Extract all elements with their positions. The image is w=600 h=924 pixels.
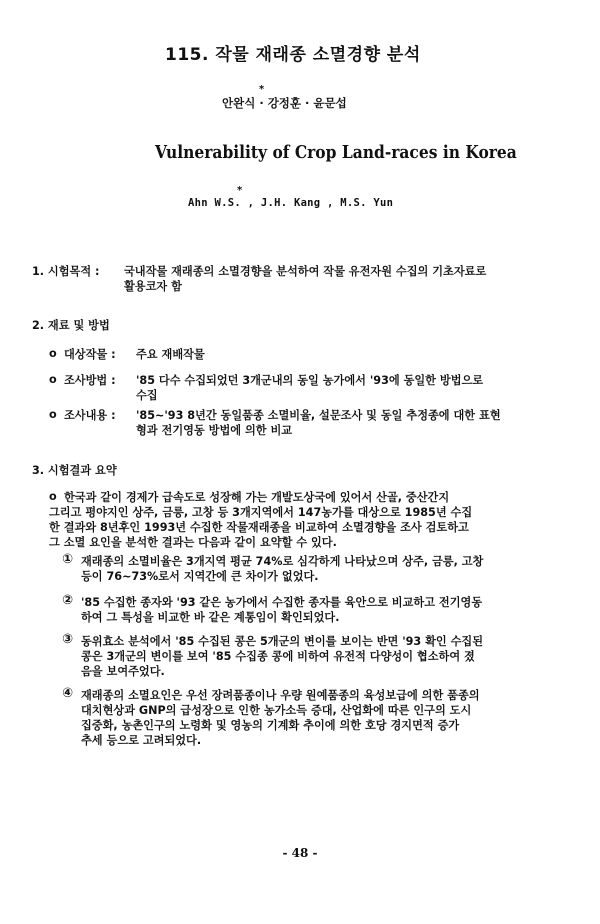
text-line: 음을 보여주었다. [81,665,165,678]
item-label: 조사내용 : [64,409,116,422]
text-line: 동위효소 분석에서 '85 수집된 콩은 5개군의 변이를 보이는 반면 '93 확인 수집된 [81,635,484,648]
item-label: 조사방법 : [64,374,116,387]
summary-intro-cont [49,505,472,550]
text-line: 한국과 같이 경제가 급속도로 성장해 가는 개발도상국에 있어서 산골, 중산간지 [64,491,450,504]
bullet: o [49,347,57,360]
summary-intro [64,490,449,505]
text-line: 재래종의 소멸요인은 우선 장려품종이나 우량 원예품종의 육성보급에 의한 품종의 [81,689,480,702]
text-line: 재래종의 소멸비율은 3개지역 평균 74%로 심각하게 나타났으며 상주, 금릉, 고창 [81,555,484,568]
text-line: '85~'93 8년간 동일품종 소멸비율, 설문조사 및 동일 추정종에 대한 표현 [136,409,501,422]
text-line: 그 소멸 요인을 분석한 결과는 다음과 같이 요약할 수 있다. [49,536,337,549]
text-line: 국내작물 재래종의 소멸경향을 분석하여 작물 유전자원 수집의 기초자료로 [124,265,487,278]
point-marker: ③ [62,632,74,647]
text-line: 주요 재배작물 [136,348,205,361]
text-line: 한 결과와 8년후인 1993년 수집한 작물재래종을 비교하여 소멸경향을 조사 검토하고 [49,521,469,534]
point-marker: ① [62,552,74,567]
page-number: - 48 - [282,846,318,860]
text-line: '85 수집한 종자와 '93 같은 농가에서 수집한 종자를 육안으로 비교하고 전기영동 [81,596,483,609]
item-text [136,408,501,438]
text-line: 하여 그 특성을 비교한 바 같은 계통임이 확인되었다. [81,611,340,624]
text-line: 콩은 3개군의 변이를 보여 '85 수집종 콩에 비하여 유전적 다양성이 협소하여 졌 [81,650,475,663]
author-marker-en: * [237,185,243,196]
section1-heading: 1. 시험목적 : [32,265,100,278]
text-line: 집중화, 농촌인구의 노령화 및 영농의 기계화 추이에 의한 호당 경지면적 증가 [81,719,460,732]
section2-heading: 2. 재료 및 방법 [32,319,110,332]
text-line: 등이 76~73%로서 지역간에 큰 차이가 없었다. [81,570,319,583]
item-text [136,373,483,403]
section3-heading: 3. 시험결과 요약 [32,464,117,477]
text-line: 활용코자 함 [124,280,182,293]
bullet: o [49,373,57,386]
text-line: 형과 전기영동 방법에 의한 비교 [136,424,293,437]
text-line: 그리고 평야지인 상주, 금릉, 고창 등 3개지역에서 147농가를 대상으로 1985년 수집 [49,506,473,519]
authors-english: Ahn W.S. , J.H. Kang , M.S. Yun [188,197,394,209]
point-text [81,688,480,748]
item-label: 대상작물 : [64,348,116,361]
text-line: 수집 [136,389,158,402]
bullet: o [49,408,57,421]
text-line: '85 다수 수집되었던 3개군내의 동일 농가에서 '93에 동일한 방법으로 [136,374,484,387]
point-text [81,554,483,584]
item-text [136,347,205,362]
point-marker: ② [62,593,74,608]
authors-korean: 안완식 · 강정훈 · 윤문섭 [222,96,347,110]
text-line: 추세 등으로 고려되었다. [81,734,202,747]
text-line: 대치현상과 GNP의 급성장으로 인한 농가소득 증대, 산업화에 따른 인구의 도시 [81,704,472,717]
bullet: o [49,490,57,503]
point-text [81,634,483,679]
point-marker: ④ [62,686,74,701]
author-marker: * [259,84,265,95]
section1-text [124,264,486,294]
page-title: 115. 작물 재래종 소멸경향 분석 [165,45,421,65]
point-text [81,595,482,625]
english-title: Vulnerability of Crop Land-races in Korea [155,142,517,163]
